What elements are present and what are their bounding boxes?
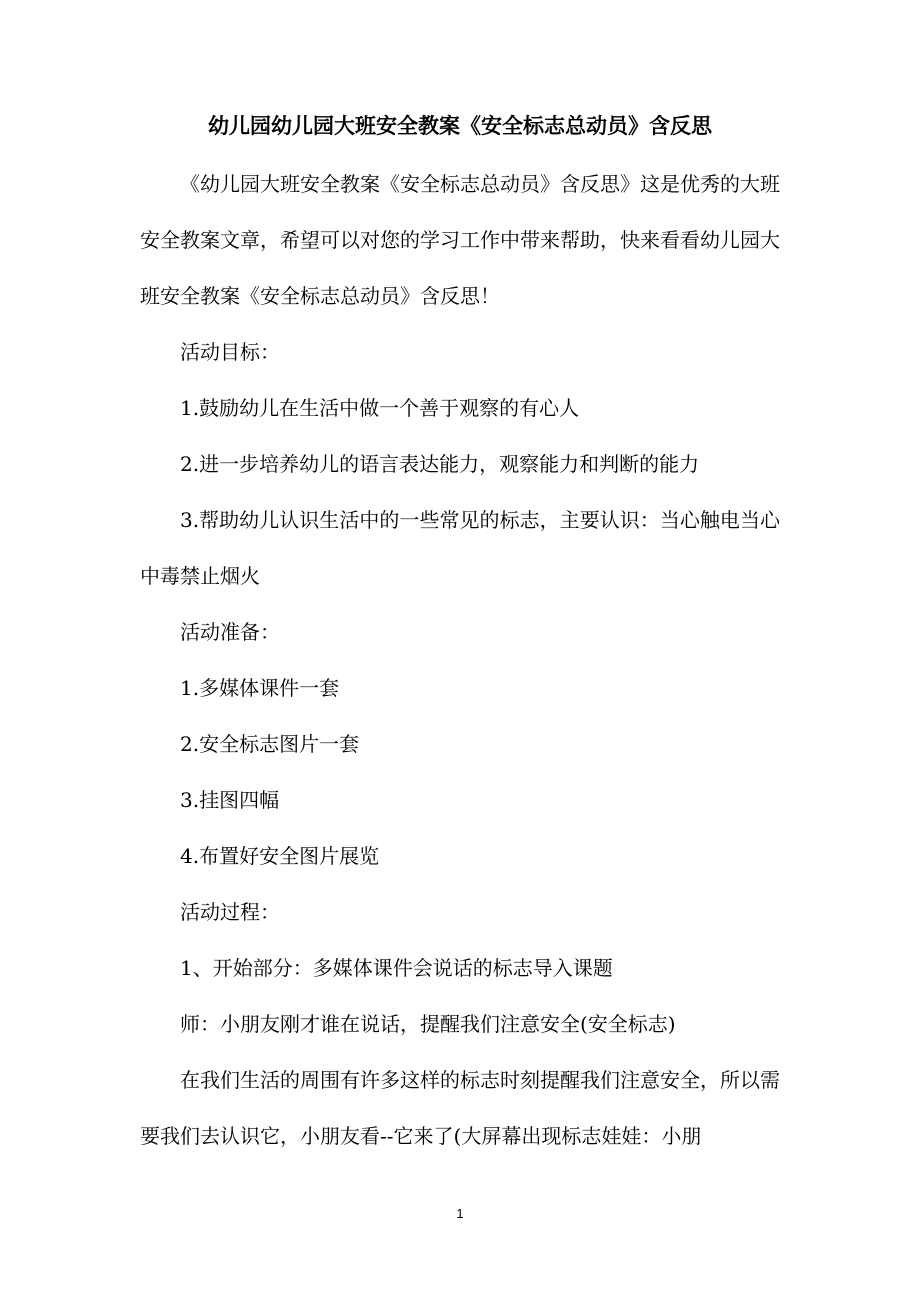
goal-item: 3.帮助幼儿认识生活中的一些常见的标志，主要认识：当心触电当心中毒禁止烟火	[140, 508, 780, 588]
preparation-item: 1.多媒体课件一套	[180, 676, 340, 700]
document-title: 幼儿园幼儿园大班安全教案《安全标志总动员》含反思	[208, 114, 712, 138]
process-paragraph: 师：小朋友刚才谁在说话，提醒我们注意安全(安全标志)	[180, 1012, 676, 1036]
section-heading-preparation: 活动准备：	[180, 620, 280, 644]
section-heading-goals: 活动目标：	[180, 340, 280, 364]
process-paragraph: 在我们生活的周围有许多这样的标志时刻提醒我们注意安全，所以需要我们去认识它，小朋友看--它来了(大屏幕出现标志娃娃：小朋	[140, 1068, 780, 1148]
preparation-item: 2.安全标志图片一套	[180, 732, 360, 756]
section-heading-process: 活动过程：	[180, 900, 280, 924]
preparation-item: 3.挂图四幅	[180, 788, 280, 812]
document-body	[140, 156, 780, 1164]
goal-item: 2.进一步培养幼儿的语言表达能力，观察能力和判断的能力	[180, 452, 700, 476]
preparation-item: 4.布置好安全图片展览	[180, 844, 380, 868]
page-number: 1	[456, 1206, 464, 1221]
goal-item: 1.鼓励幼儿在生活中做一个善于观察的有心人	[180, 396, 580, 420]
process-step: 1、开始部分：多媒体课件会说话的标志导入课题	[180, 956, 613, 980]
intro-paragraph: 《幼儿园大班安全教案《安全标志总动员》含反思》这是优秀的大班安全教案文章，希望可以对您的学习工作中带来帮助，快来看看幼儿园大班安全教案《安全标志总动员》含反思！	[140, 172, 780, 308]
